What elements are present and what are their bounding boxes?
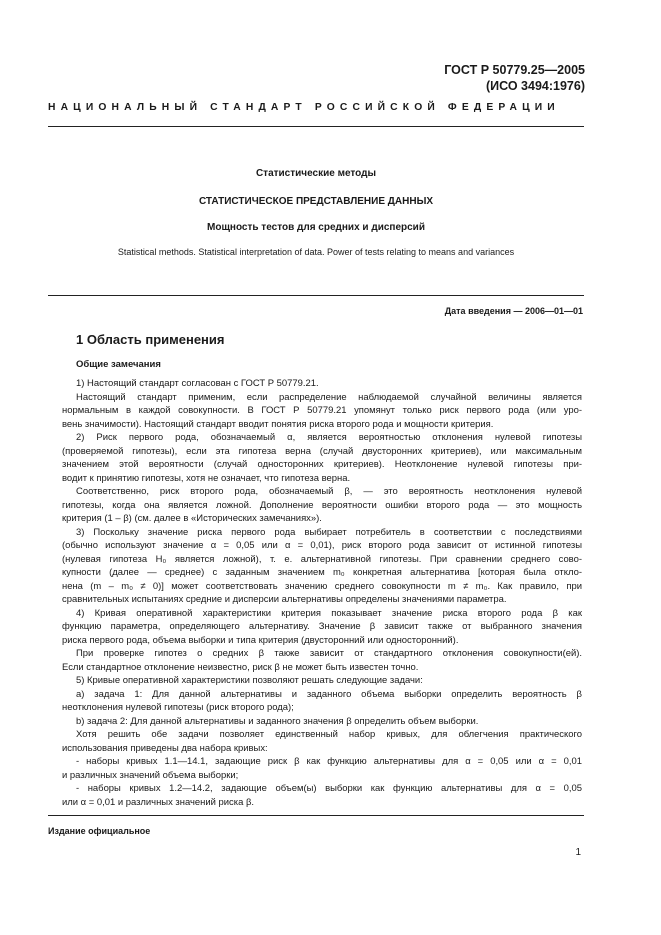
paragraph-8: 5) Кривые оперативной характеристики позволяют решать следующие задачи:	[76, 675, 423, 686]
text-line: (обычно используют значение α = 0,05 или α = 0,01), риск второго рода зависит от истинной гипотезы	[62, 540, 582, 551]
paragraph-12	[62, 755, 582, 782]
text-line: - наборы кривых 1.1—14.1, задающие риск β как функцию альтернативы для α = 0,05 или α = 0,01	[76, 756, 582, 767]
paragraph-2	[62, 391, 582, 432]
title-subtitle: Мощность тестов для средних и дисперсий	[207, 222, 425, 233]
iso-reference: (ИСО 3494:1976)	[486, 79, 585, 93]
title-rule	[48, 295, 584, 296]
text-line: функцию параметра, определяющего альтернативу. Значение β зависит также от выбранного значения	[62, 621, 582, 632]
text-line: критерия (1 – β) (см. далее в «Исторических замечаниях»).	[62, 513, 322, 524]
text-line: Если стандартное отклонение неизвестно, риск β не может быть известен точно.	[62, 661, 419, 673]
text-line: 2) Риск первого рода, обозначаемый α, является вероятностью отклонения нулевой гипотезы	[76, 432, 582, 443]
text-line: a) задача 1: Для данной альтернативы и заданного объема выборки определить вероятность β	[76, 688, 582, 700]
paragraph-9	[62, 688, 582, 715]
text-line: нена (m – m₀ ≠ 0)] может соответствовать значению среднего совокупности m ≠ m₀. Как правило, при	[62, 580, 582, 592]
paragraph-6	[62, 607, 582, 648]
paragraph-10: b) задача 2: Для данной альтернативы и заданного значения β определить объем выборки.	[76, 715, 479, 727]
text-line: - наборы кривых 1.2—14.2, задающие объем(ы) выборки как функцию альтернативы для α = 0,05	[76, 783, 582, 794]
text-line: использования приведены два набора кривых:	[62, 742, 268, 754]
text-line: неотклонения нулевой гипотезы (риск второго рода);	[62, 702, 294, 713]
paragraph-4	[62, 485, 582, 526]
text-line: значением этой вероятности (случай односторонних критериев). Неотклонение нулевой гипотезы при-	[62, 459, 582, 470]
title-english: Statistical methods. Statistical interpretation of data. Power of tests relating to means and variances	[117, 247, 515, 257]
text-line: Соответственно, риск второго рода, обозначаемый β, — это вероятность неотклонения нулевой	[76, 486, 582, 497]
body-text	[62, 377, 582, 809]
paragraph-11	[62, 728, 582, 755]
text-line: (нулевая гипотеза H₀ является ложной), т. е. альтернативной гипотезы. При сравнении среднего сово-	[62, 553, 582, 565]
text-line: или α = 0,01 и различных значений риска β.	[62, 796, 255, 808]
text-line: (проверяемой гипотезы), если эта гипотеза верна (случай двусторонних критериев), или максимальным	[62, 445, 582, 457]
text-line: и различных значений объема выборки;	[62, 769, 239, 781]
text-line: 4) Кривая оперативной характеристики критерия показывает значение риска второго рода β как	[76, 607, 582, 619]
text-line: Хотя решить обе задачи позволяет единственный набор кривых, для облегчения практического	[76, 729, 582, 740]
section-subheading: Общие замечания	[76, 359, 161, 370]
text-line: купности (далее — среднее) с заданным значением m₀ конкретная альтернатива [которая была откло-	[62, 567, 582, 578]
title-main: СТАТИСТИЧЕСКОЕ ПРЕДСТАВЛЕНИЕ ДАННЫХ	[198, 196, 434, 207]
standard-number: ГОСТ Р 50779.25—2005	[444, 63, 585, 77]
national-standard-banner: НАЦИОНАЛЬНЫЙ СТАНДАРТ РОССИЙСКОЙ ФЕДЕРАЦИИ	[48, 102, 560, 113]
footer-rule	[48, 815, 584, 816]
section-heading: 1 Область применения	[76, 332, 225, 347]
official-edition-label: Издание официальное	[48, 826, 151, 836]
text-line: Настоящий стандарт применим, если распределение наблюдаемой случайной величины является	[76, 391, 582, 403]
paragraph-1: 1) Настоящий стандарт согласован с ГОСТ Р 50779.21.	[76, 378, 319, 389]
paragraph-3	[62, 431, 582, 485]
text-line: вень значимости). Настоящий стандарт вводит понятия риска второго рода и мощности критерия.	[62, 418, 494, 430]
date-of-introduction: Дата введения — 2006—01—01	[444, 306, 583, 316]
text-line: При проверке гипотез о средних β также зависит от стандартного отклонения совокупности(ей).	[76, 648, 582, 659]
paragraph-13	[62, 782, 582, 809]
text-line: 3) Поскольку значение риска первого рода выбирает потребитель в соответствии с последствиями	[76, 526, 582, 538]
text-line: нормальным в каждой совокупности. В ГОСТ Р 50779.21 упомянут только риск первого рода (или уро-	[62, 405, 582, 416]
title-category: Статистические методы	[255, 168, 377, 179]
paragraph-5	[62, 526, 582, 607]
text-line: гипотезы, когда она является ложной. Дополнение вероятности ошибки второго рода — это мощность	[62, 499, 582, 511]
header-rule	[48, 126, 584, 127]
text-line: сравнительных испытаниях средние и дисперсии альтернативы определены значениями параметра.	[62, 594, 507, 605]
text-line: водит к принятию гипотезы, хотя не означает, что гипотеза верна.	[62, 472, 351, 484]
page-number: 1	[575, 847, 581, 858]
text-line: риска первого рода, объема выборки и типа критерия (двусторонний или односторонний).	[62, 634, 459, 646]
paragraph-7	[62, 647, 582, 674]
